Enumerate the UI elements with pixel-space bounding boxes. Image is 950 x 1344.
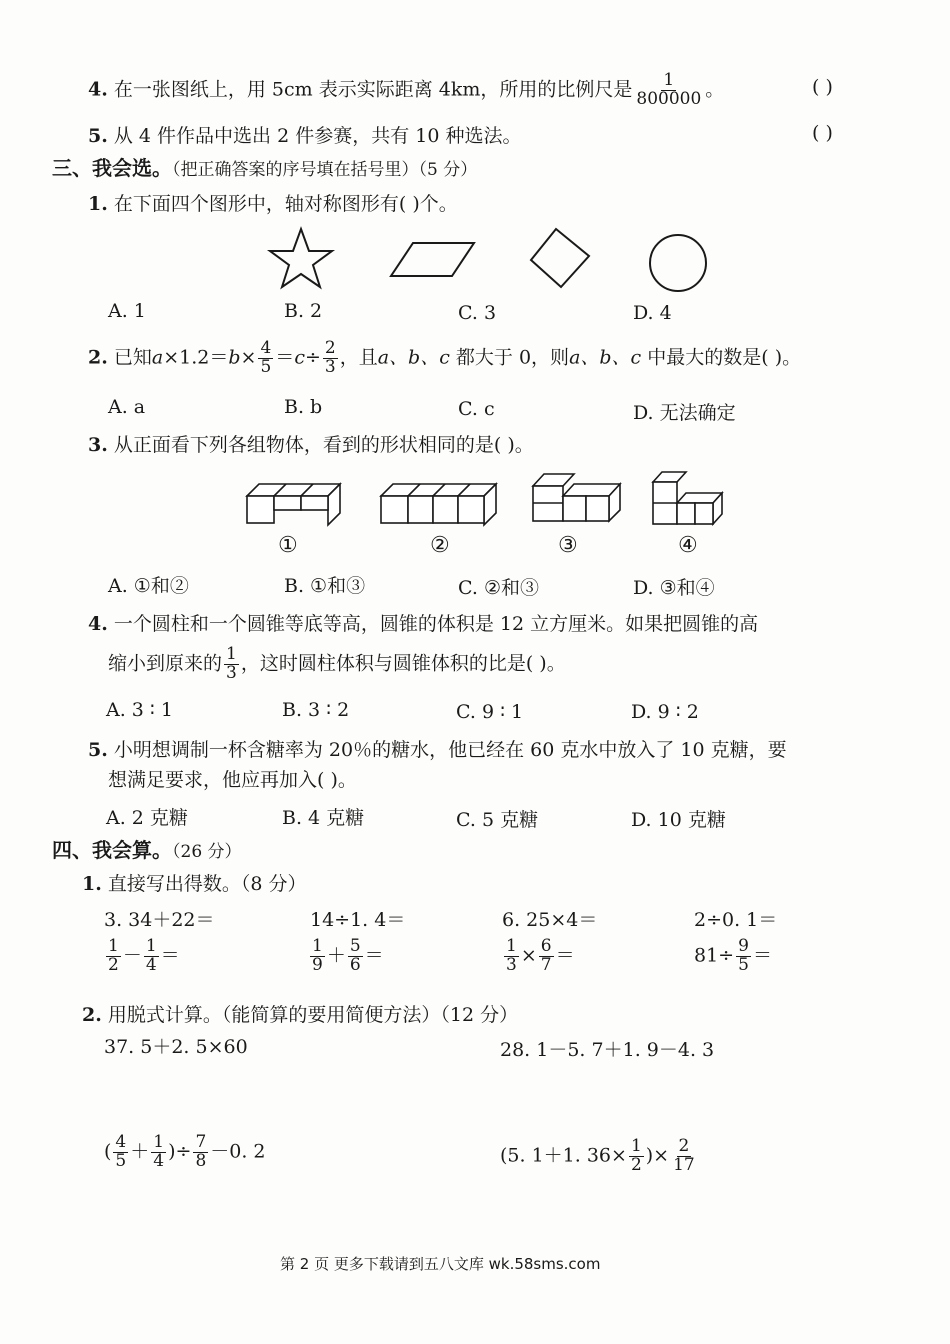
- s3-q1: [88, 189, 458, 216]
- figure-label-2: ②: [430, 533, 450, 558]
- calc-item-half-minus-quarter: $\frac{1}{2}$ － $\frac{1}{4}$ ＝: [108, 936, 180, 975]
- rhombus-shape: [528, 226, 592, 290]
- section-title: 三、我会选。: [52, 156, 172, 180]
- question-text: 一个圆柱和一个圆锥等底等高，圆锥的体积是 12 立方厘米。如果把圆锥的高: [113, 613, 759, 635]
- option-d[interactable]: D. 10 克糖: [631, 809, 726, 831]
- option-b[interactable]: B. 2: [284, 300, 323, 322]
- question-number: 4.: [88, 78, 108, 101]
- question-number: 3.: [88, 434, 108, 456]
- s4-q2: [82, 1000, 518, 1027]
- option-b[interactable]: B. b: [284, 396, 323, 418]
- option-c[interactable]: C. 3: [458, 302, 497, 324]
- parallelogram-shape: [388, 240, 478, 280]
- expression-4: (5. 1＋1. 36× $\frac{1}{2}$ )× $\frac{2}{17}$: [500, 1136, 695, 1175]
- question-number: 1.: [88, 193, 108, 215]
- option-b[interactable]: B. ①和③: [284, 575, 366, 597]
- option-d[interactable]: D. ③和④: [633, 577, 715, 599]
- option-a[interactable]: A. 2 克糖: [106, 807, 188, 829]
- section-score: （26 分）: [172, 842, 242, 862]
- section-3-heading: [52, 152, 477, 181]
- page-footer: 第 2 页 更多下载请到五八文库 wk.58sms.com: [280, 1255, 601, 1273]
- expression-2: 28. 1－5. 7＋1. 9－4. 3: [500, 1039, 715, 1061]
- option-a[interactable]: A. 1: [108, 300, 146, 322]
- question-number: 2.: [82, 1004, 102, 1026]
- calc-item-81-div-nine-fifths: 81÷ $\frac{9}{5}$ ＝: [694, 936, 772, 975]
- option-c[interactable]: C. c: [458, 398, 495, 420]
- s3-q4-line2: 缩小到原来的 $\frac{1}{3}$ ，这时圆柱体积与圆锥体积的比是( )。: [108, 644, 566, 683]
- option-b[interactable]: B. 4 克糖: [282, 807, 365, 829]
- expression-3: ( $\frac{4}{5}$ ＋ $\frac{1}{4}$ )÷ $\frac{7}{8}$ －0. 2: [104, 1132, 266, 1171]
- question-text: 从 4 件作品中选出 2 件参赛，共有 10 种选法。: [113, 125, 522, 147]
- calc-item: 14÷1. 4＝: [310, 909, 406, 931]
- calc-item: 2÷0. 1＝: [694, 909, 778, 931]
- answer-paren[interactable]: ( ): [812, 122, 833, 144]
- scale-fraction: $\frac{1}{800000}$: [636, 70, 702, 109]
- option-c[interactable]: C. ②和③: [458, 577, 539, 599]
- judge-q5: [88, 121, 521, 148]
- calc-item-ninth-plus-five-sixths: $\frac{1}{9}$ ＋ $\frac{5}{6}$ ＝: [312, 936, 384, 975]
- option-d[interactable]: D. 4: [633, 302, 672, 324]
- option-a[interactable]: A. 3 ∶ 1: [106, 699, 174, 721]
- s3-q5-line1: [88, 735, 787, 762]
- figure-label-1: ①: [278, 533, 298, 558]
- question-text: 在下面四个图形中，轴对称图形有( )个。: [113, 193, 458, 215]
- fraction-1-3: $\frac{1}{3}$: [226, 644, 237, 683]
- cube-group-3-figure: [530, 470, 624, 526]
- cube-group-1-figure: [244, 478, 344, 528]
- calc-item-third-times-six-sevenths: $\frac{1}{3}$ × $\frac{6}{7}$ ＝: [506, 936, 575, 975]
- section-4-heading: [52, 834, 242, 863]
- question-text: 在一张图纸上，用 5cm 表示实际距离 4km，所用的比例尺是: [113, 78, 633, 101]
- answer-paren[interactable]: ( ): [812, 76, 833, 98]
- s3-q5-line2: 想满足要求，他应再加入( )。: [108, 769, 357, 791]
- fraction-2-3: $\frac{2}{3}$: [324, 338, 336, 377]
- star-shape: [266, 225, 336, 291]
- fraction-4-5: $\frac{4}{5}$: [260, 338, 272, 377]
- figure-label-4: ④: [678, 533, 698, 558]
- option-d[interactable]: D. 无法确定: [633, 402, 736, 424]
- question-text: 用脱式计算。（能简算的要用简便方法）（12 分）: [107, 1004, 519, 1026]
- section-title: 四、我会算。: [52, 838, 172, 862]
- question-text: 小明想调制一杯含糖率为 20％的糖水，他已经在 60 克水中放入了 10 克糖，要: [113, 739, 787, 761]
- figure-label-3: ③: [558, 533, 578, 558]
- section-note: （把正确答案的序号填在括号里）（5 分）: [172, 160, 478, 180]
- option-b[interactable]: B. 3 ∶ 2: [282, 699, 350, 721]
- judge-q4: 4. 在一张图纸上，用 5cm 表示实际距离 4km，所用的比例尺是 $\frac{1}{800000}$ 。: [88, 70, 725, 109]
- option-d[interactable]: D. 9 ∶ 2: [631, 701, 699, 723]
- expression-1: 37. 5＋2. 5×60: [104, 1036, 248, 1058]
- option-c[interactable]: C. 5 克糖: [456, 809, 539, 831]
- s3-q4-line1: [88, 609, 758, 636]
- question-number: 5.: [88, 739, 108, 761]
- question-text: 从正面看下列各组物体，看到的形状相同的是( )。: [113, 434, 534, 456]
- question-number: 4.: [88, 613, 108, 635]
- circle-shape: [647, 232, 709, 294]
- option-a[interactable]: A. a: [108, 396, 146, 418]
- s3-q2: 2. 已知a×1.2＝b× $\frac{4}{5}$ ＝c÷ $\frac{2}{3}$ ，且a、b、c 都大于 0，则a、b、c 中最大的数是( )。: [88, 338, 802, 377]
- cube-group-4-figure: [650, 468, 726, 528]
- option-a[interactable]: A. ①和②: [108, 575, 189, 597]
- question-number: 5.: [88, 125, 108, 147]
- calc-item: 3. 34＋22＝: [104, 909, 215, 931]
- s3-q3: [88, 430, 534, 457]
- s4-q1: [82, 869, 307, 896]
- calc-item: 6. 25×4＝: [502, 909, 598, 931]
- question-text: 直接写出得数。（8 分）: [107, 873, 307, 895]
- question-number: 2.: [88, 346, 108, 369]
- cube-group-2-figure: [378, 478, 500, 528]
- question-number: 1.: [82, 873, 102, 895]
- option-c[interactable]: C. 9 ∶ 1: [456, 701, 524, 723]
